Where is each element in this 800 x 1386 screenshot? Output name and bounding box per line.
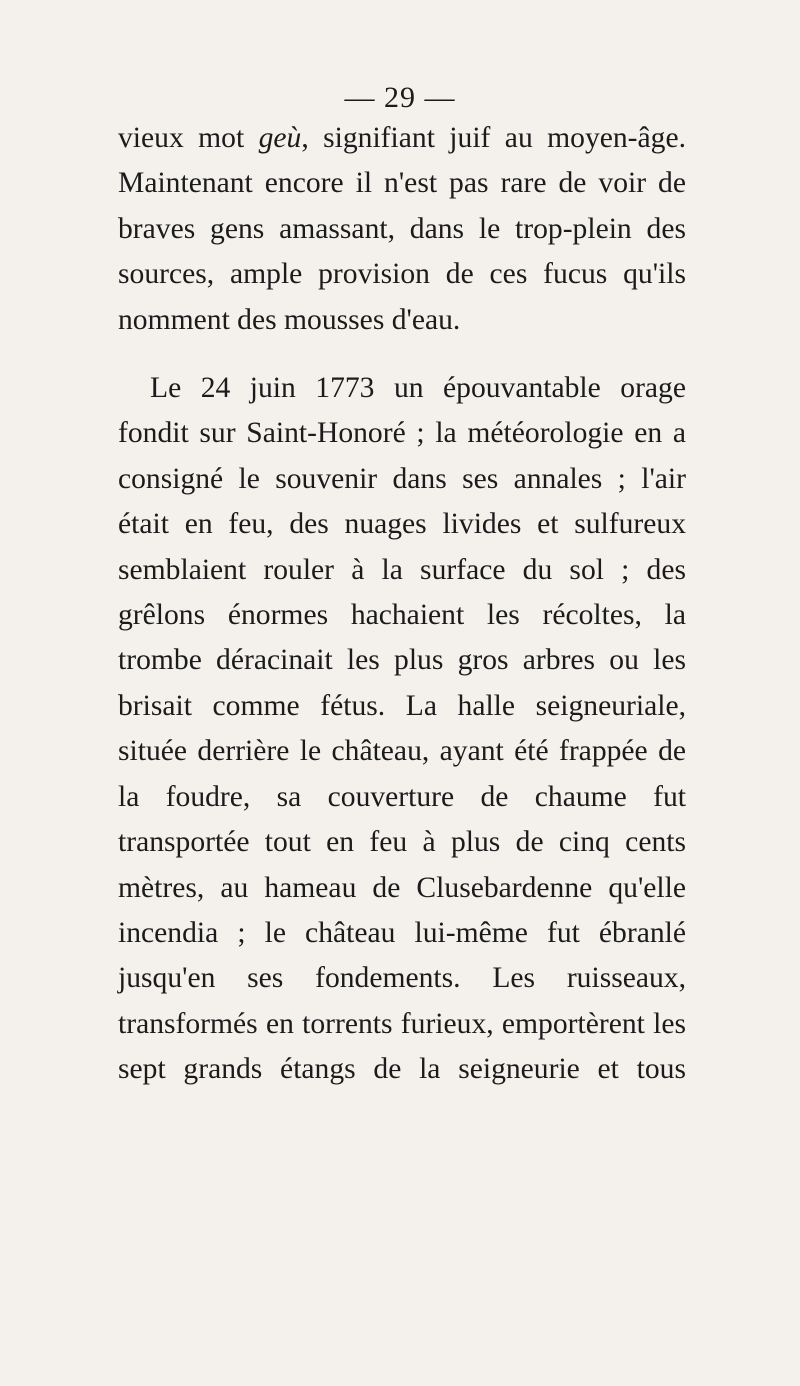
paragraph-2-text: Le 24 juin 1773 un épouvantable orage fondit sur Saint-Honoré ; la météorologie en a consigné le souvenir dans ses annales ; l'air était en feu, des nuages livides et sulfureux semblaient rouler à la surface du sol ; des grêlons énormes hachaient les récoltes, la trombe déracinait les plus gros arbres ou les brisait comme fétus. La halle seigneuriale, située derrière le château, ayant été frappée de la foudre, sa couverture de chaume fut transportée tout en feu à plus de cinq cents mètres, au hameau de Clusebardenne qu'elle incendia ; le château lui-même fut ébranlé jusqu'en ses fondements. Les ruisseaux, transformés en torrents furieux, emportèrent les sept grands étangs de la seigneurie et tous <box>118 372 686 1086</box>
paragraph-1-italic-word: geù <box>258 122 302 154</box>
body-text <box>118 116 686 1093</box>
paragraph-1 <box>118 116 686 343</box>
paragraph-1-part-3: , signifiant juif au moyen-âge. Maintenant encore il n'est pas rare de voir de braves gens amassant, dans le trop-plein des sources, ample provision de ces fucus qu'ils nomment des mousses d'eau. <box>118 122 686 336</box>
paragraph-2 <box>118 366 686 1093</box>
page-number: — 29 — <box>344 81 456 114</box>
paragraph-1-part-1: vieux mot <box>118 122 259 154</box>
